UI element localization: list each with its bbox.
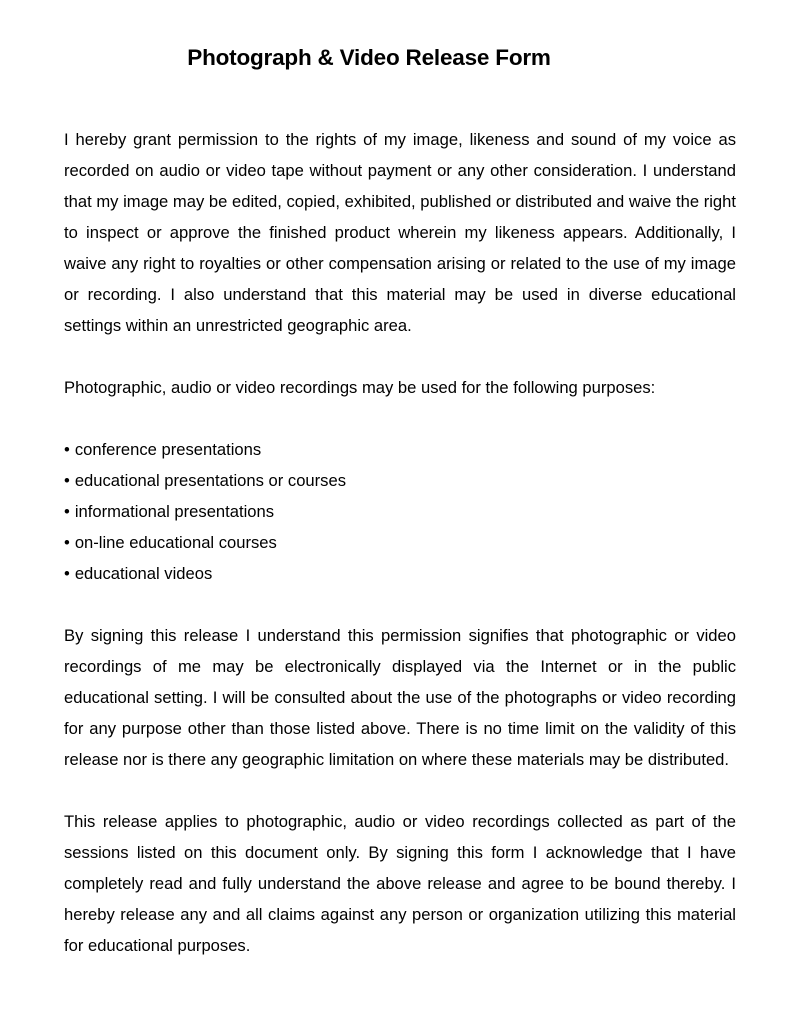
bullet-icon: • xyxy=(64,440,70,459)
bullet-icon: • xyxy=(64,564,70,583)
purpose-text: informational presentations xyxy=(74,502,275,521)
purpose-text: educational videos xyxy=(74,564,213,583)
document-body xyxy=(64,124,736,992)
acknowledgement-paragraph: This release applies to photographic, audio or video recordings collected as part of the sessions listed on this document only. By signing this form I acknowledge that I have completely read and fully understand the above release and agree to be bound thereby. I hereby release any and all claims against any person or organization utilizing this material for educational purposes. xyxy=(64,812,736,955)
consent-paragraph: I hereby grant permission to the rights of my image, likeness and sound of my voice as recorded on audio or video tape without payment or any other consideration. I understand that my image may be edited, copied, exhibited, published or distributed and waive the right to inspect or approve the finished product wherein my likeness appears. Additionally, I waive any right to royalties or other compensation arising or related to the use of my image or recording. I also understand that this material may be used in diverse educational settings within an unrestricted geographic area. xyxy=(64,130,736,335)
list-item xyxy=(64,434,736,465)
document-title: Photograph & Video Release Form xyxy=(187,45,551,70)
bullet-icon: • xyxy=(64,533,70,552)
purpose-text: conference presentations xyxy=(74,440,262,459)
purposes-list xyxy=(64,434,736,589)
list-item xyxy=(64,527,736,558)
list-item xyxy=(64,558,736,589)
bullet-icon: • xyxy=(64,471,70,490)
bullet-icon: • xyxy=(64,502,70,521)
purpose-text: on-line educational courses xyxy=(74,533,277,552)
permission-paragraph: By signing this release I understand this permission signifies that photographic or video recordings of me may be electronically displayed via the Internet or in the public educational setting. I will be consulted about the use of the photographs or video recording for any purpose other than those listed above. There is no time limit on the validity of this release nor is there any geographic limitation on where these materials may be distributed. xyxy=(64,626,736,769)
list-item xyxy=(64,465,736,496)
purpose-text: educational presentations or courses xyxy=(74,471,347,490)
purposes-intro: Photographic, audio or video recordings may be used for the following purposes: xyxy=(64,378,656,397)
list-item xyxy=(64,496,736,527)
